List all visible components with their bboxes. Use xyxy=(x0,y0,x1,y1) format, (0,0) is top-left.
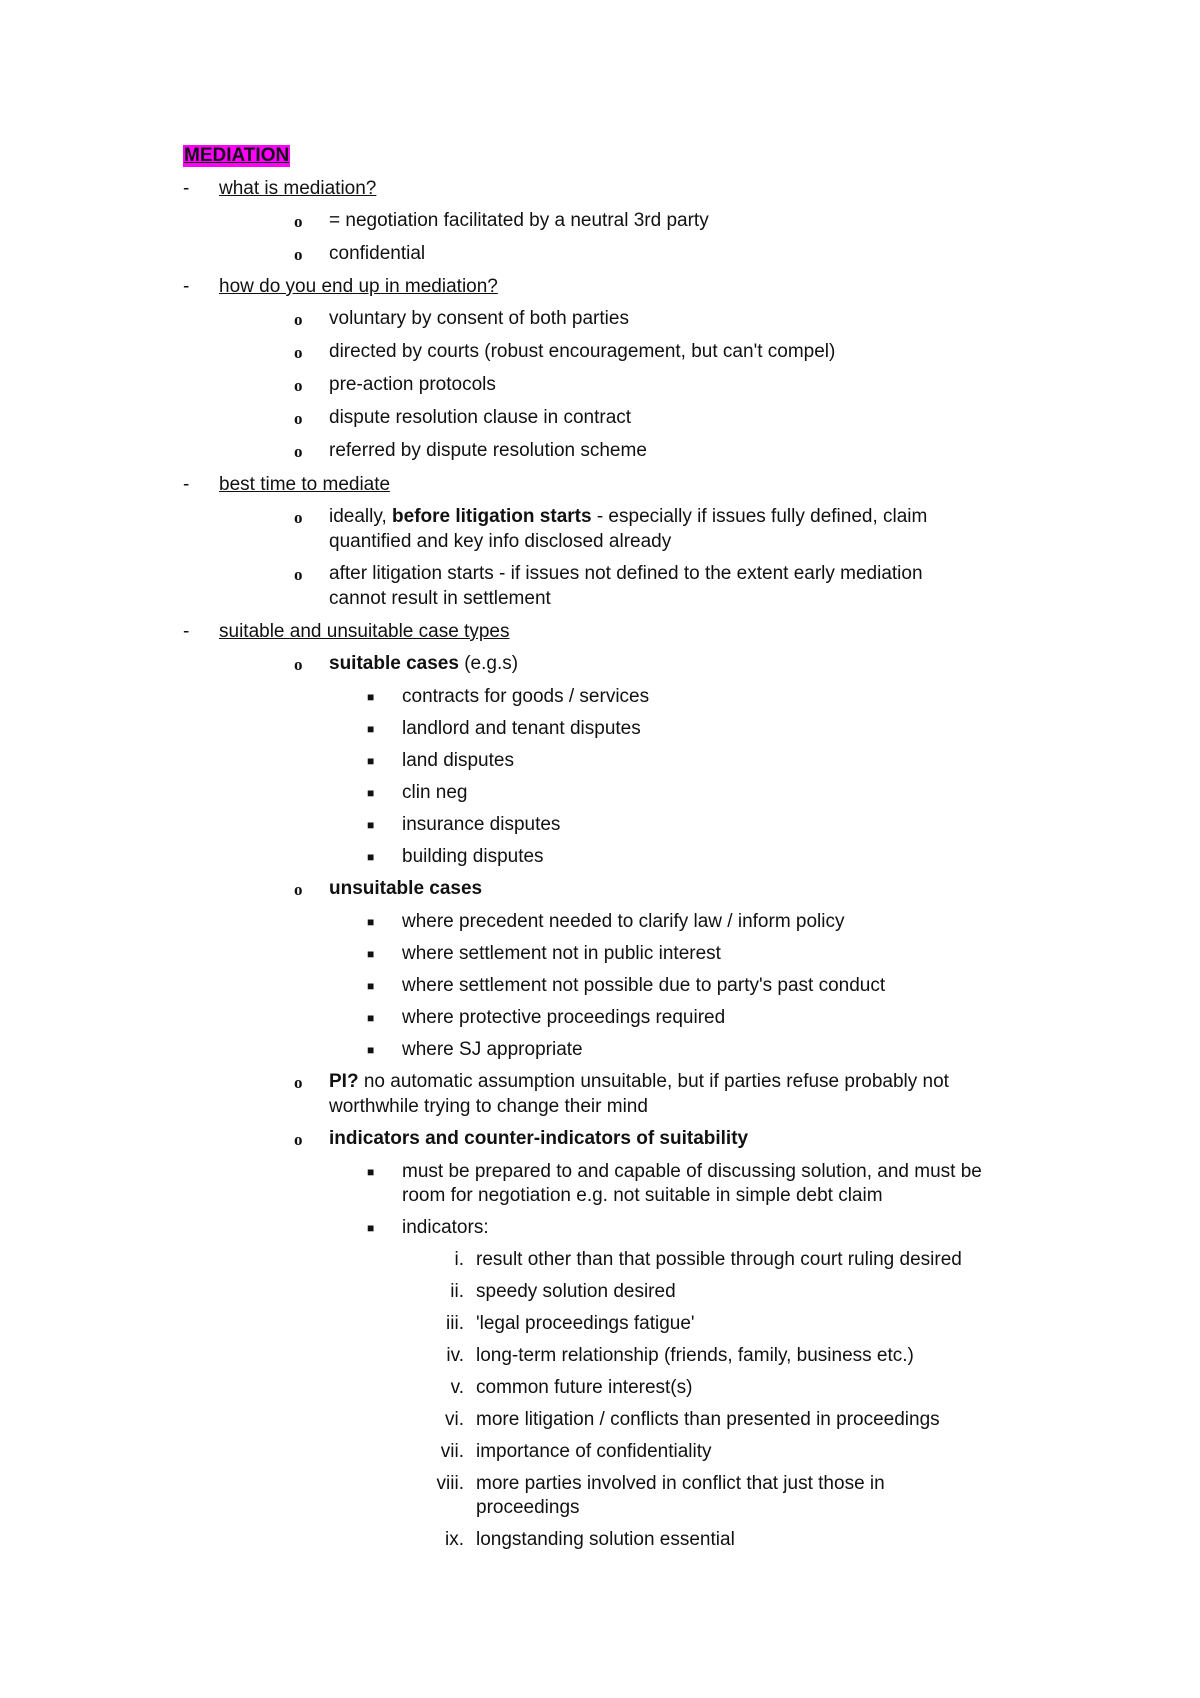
numbered-item: longstanding solution essential xyxy=(476,1529,735,1550)
list-item: building disputes xyxy=(402,846,544,867)
list-item-ideally: ideally, before litigation starts - especially if issues fully defined, claim xyxy=(329,506,928,527)
bullet-marker: o xyxy=(294,245,303,264)
numbered-item: result other than that possible through court ruling desired xyxy=(476,1249,962,1270)
list-item: voluntary by consent of both parties xyxy=(329,308,629,329)
list-item-continuation: quantified and key info disclosed already xyxy=(329,531,672,552)
list-item: dispute resolution clause in contract xyxy=(329,407,632,428)
list-numeral: i. xyxy=(454,1249,464,1270)
square-bullet: ■ xyxy=(367,754,375,768)
list-item: referred by dispute resolution scheme xyxy=(329,440,647,461)
section-heading: how do you end up in mediation? xyxy=(219,276,498,297)
square-bullet: ■ xyxy=(367,722,375,736)
square-bullet: ■ xyxy=(367,1221,375,1235)
list-numeral: vi. xyxy=(445,1409,464,1430)
list-item: confidential xyxy=(329,243,426,264)
subheading-suitable: suitable cases (e.g.s) xyxy=(329,653,519,674)
list-item: where protective proceedings required xyxy=(402,1007,726,1028)
dash-marker: - xyxy=(183,276,190,297)
subheading-indicators: indicators and counter-indicators of suitability xyxy=(329,1128,749,1149)
bullet-marker: o xyxy=(294,212,303,231)
list-numeral: iv. xyxy=(446,1345,464,1366)
list-item: insurance disputes xyxy=(402,814,561,835)
square-bullet: ■ xyxy=(367,786,375,800)
section-heading: suitable and unsuitable case types xyxy=(219,621,510,642)
square-bullet: ■ xyxy=(367,947,375,961)
list-item: = negotiation facilitated by a neutral 3rd party xyxy=(329,210,709,231)
dash-marker: - xyxy=(183,474,190,495)
bullet-marker: o xyxy=(294,376,303,395)
bullet-marker: o xyxy=(294,442,303,461)
list-numeral: vii. xyxy=(440,1441,464,1462)
list-numeral: ix. xyxy=(445,1529,464,1550)
bullet-marker: o xyxy=(294,343,303,362)
square-bullet: ■ xyxy=(367,1011,375,1025)
square-bullet: ■ xyxy=(367,1043,375,1057)
list-numeral: ii. xyxy=(450,1281,464,1302)
square-bullet: ■ xyxy=(367,818,375,832)
list-item-pi: PI? no automatic assumption unsuitable, but if parties refuse probably not xyxy=(329,1071,949,1092)
bullet-marker: o xyxy=(294,880,303,899)
list-item: pre-action protocols xyxy=(329,374,496,395)
numbered-item-continuation: proceedings xyxy=(476,1497,580,1518)
list-item: contracts for goods / services xyxy=(402,686,650,707)
bullet-marker: o xyxy=(294,508,303,527)
list-item: where SJ appropriate xyxy=(402,1039,583,1060)
square-bullet: ■ xyxy=(367,850,375,864)
list-item: where precedent needed to clarify law / inform policy xyxy=(402,911,845,932)
section-heading: what is mediation? xyxy=(219,178,377,199)
list-numeral: viii. xyxy=(436,1473,464,1494)
list-item: clin neg xyxy=(402,782,468,803)
bullet-marker: o xyxy=(294,655,303,674)
dash-marker: - xyxy=(183,178,190,199)
bullet-marker: o xyxy=(294,310,303,329)
numbered-item: more parties involved in conflict that just those in xyxy=(476,1473,885,1494)
bullet-marker: o xyxy=(294,409,303,428)
list-item: after litigation starts - if issues not defined to the extent early mediation xyxy=(329,563,923,584)
section-heading: best time to mediate xyxy=(219,474,391,495)
square-bullet: ■ xyxy=(367,1165,375,1179)
list-item: where settlement not in public interest xyxy=(402,943,721,964)
dash-marker: - xyxy=(183,621,190,642)
numbered-item: speedy solution desired xyxy=(476,1281,676,1302)
square-bullet: ■ xyxy=(367,979,375,993)
list-item: where settlement not possible due to party's past conduct xyxy=(402,975,886,996)
subheading-unsuitable: unsuitable cases xyxy=(329,878,483,899)
square-bullet: ■ xyxy=(367,690,375,704)
list-item-continuation: room for negotiation e.g. not suitable in simple debt claim xyxy=(402,1185,883,1206)
list-numeral: v. xyxy=(450,1377,464,1398)
numbered-item: importance of confidentiality xyxy=(476,1441,712,1462)
document-title: MEDIATION xyxy=(184,145,290,166)
square-bullet: ■ xyxy=(367,915,375,929)
numbered-item: common future interest(s) xyxy=(476,1377,693,1398)
list-item-continuation: cannot result in settlement xyxy=(329,588,551,609)
numbered-item: more litigation / conflicts than presented in proceedings xyxy=(476,1409,940,1430)
list-item: indicators: xyxy=(402,1217,489,1238)
bullet-marker: o xyxy=(294,1073,303,1092)
bullet-marker: o xyxy=(294,565,303,584)
list-item: land disputes xyxy=(402,750,514,771)
list-item-continuation: worthwhile trying to change their mind xyxy=(329,1096,648,1117)
numbered-item: 'legal proceedings fatigue' xyxy=(476,1313,695,1334)
bullet-marker: o xyxy=(294,1130,303,1149)
numbered-item: long-term relationship (friends, family, business etc.) xyxy=(476,1345,914,1366)
list-item: landlord and tenant disputes xyxy=(402,718,641,739)
list-numeral: iii. xyxy=(446,1313,464,1334)
list-item: directed by courts (robust encouragement, but can't compel) xyxy=(329,341,836,362)
list-item: must be prepared to and capable of discussing solution, and must be xyxy=(402,1161,982,1182)
